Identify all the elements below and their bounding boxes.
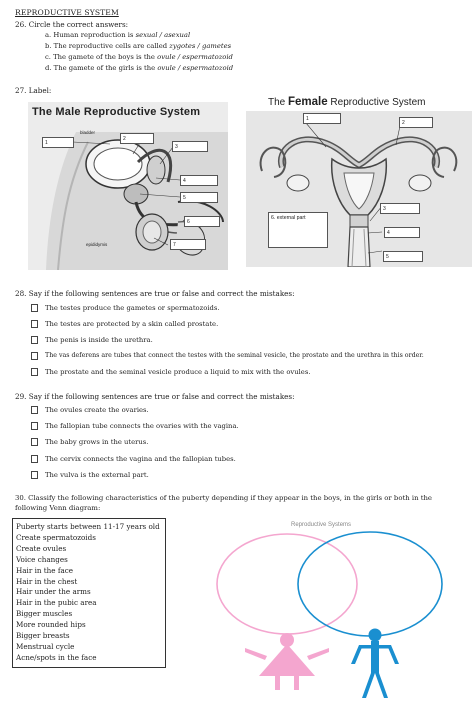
male-diagram-title: The Male Reproductive System [32,106,201,118]
q28-prompt: 28. Say if the following sentences are true or false and correct the mistakes: [15,289,295,298]
q26-item-d: d. The gamete of the girls is the ovule / espermatozoid [45,64,234,72]
q28-sentence-1: The testes produce the gametes or spermatozoids. [45,304,220,312]
q29-sentence-4: The cervix connects the vagina and the fallopian tubes. [45,455,236,463]
q29-checkbox-4[interactable] [31,455,38,463]
q28-checkbox-4[interactable] [31,352,38,360]
girl-figure-icon [245,633,329,690]
q28-checkbox-3[interactable] [31,336,38,344]
q29-checkbox-1[interactable] [31,406,38,414]
q26-item-b-options[interactable]: zygotes / gametes [169,42,232,50]
q26-item-c: c. The gamete of the boys is the ovule / espermatozoid [45,53,233,61]
q26-item-c-options[interactable]: ovule / espermatozoid [157,53,233,61]
female-label-box-2[interactable]: 2 [399,117,433,128]
q28-sentence-5: The prostate and the seminal vesicle produce a liquid to mix with the ovules. [45,368,311,376]
characteristic-item[interactable]: Hair under the arms [16,587,91,597]
female-label-box-5[interactable]: 5 [383,251,423,262]
q29-prompt: 29. Say if the following sentences are true or false and correct the mistakes: [15,392,295,401]
q28-sentence-2: The testes are protected by a skin called prostate. [45,320,219,328]
female-label-box-4[interactable]: 4 [384,227,420,238]
characteristic-item[interactable]: Create ovules [16,543,67,553]
boy-figure-icon [351,629,399,699]
girls-circle [217,534,357,634]
characteristic-item[interactable]: Acne/spots in the face [16,652,97,662]
q26-item-b: b. The reproductive cells are called zygotes / gametes [45,42,232,50]
q28-sentence-3: The penis is inside the urethra. [45,336,153,344]
q28-row-4 [31,352,424,360]
characteristic-item[interactable]: Hair in the pubic area [16,598,97,608]
q28-checkbox-1[interactable] [31,304,38,312]
q29-row-1 [31,406,149,414]
male-label-box-2[interactable]: 2 [120,133,154,144]
characteristic-item[interactable]: Bigger breasts [16,631,70,641]
q29-sentence-3: The baby grows in the uterus. [45,438,149,446]
female-label-box-1[interactable]: 1 [303,113,341,124]
female-label-box-3[interactable]: 3 [380,203,420,214]
q26-item-a-options[interactable]: sexual / asexual [135,31,191,39]
venn-diagram [205,516,467,700]
q29-sentence-5: The vulva is the external part. [45,471,149,479]
q28-row-2 [31,320,218,328]
characteristic-item[interactable]: Bigger muscles [16,609,73,619]
male-label-box-6[interactable]: 6 [184,216,220,227]
page-title: REPRODUCTIVE SYSTEM [15,8,119,17]
epididymis-tag: epididymis [86,242,108,247]
male-label-box-3[interactable]: 3 [172,141,208,152]
characteristic-item[interactable]: Voice changes [16,554,68,564]
q29-sentence-1: The ovules create the ovaries. [45,406,149,414]
female-diagram-panel [246,111,472,267]
q29-checkbox-5[interactable] [31,471,38,479]
venn-title: Reproductive Systems [291,522,352,528]
characteristic-item[interactable]: Hair in the chest [16,576,78,586]
female-reproductive-diagram [242,95,472,267]
q29-row-3 [31,438,148,446]
q26-item-d-options[interactable]: ovule / espermatozoid [157,64,234,72]
q28-checkbox-2[interactable] [31,320,38,328]
q27-prompt: 27. Label: [15,86,52,95]
male-label-box-1[interactable]: 1 [42,137,74,148]
q28-checkbox-5[interactable] [31,368,38,376]
q29-sentence-2: The fallopian tube connects the ovaries with the vagina. [45,422,239,430]
characteristic-item[interactable]: More rounded hips [16,620,86,630]
q30-prompt-line-1: 30. Classify the following characteristics of the puberty depending if they appear in the boys, in the girls or both in the [15,494,432,502]
q28-sentence-4: The vas deferens are tubes that connect the testes with the seminal vesicle, the prostate and the urethra in this order. [45,352,424,360]
q28-row-1 [31,304,220,312]
characteristic-item[interactable]: Puberty starts between 11-17 years old [16,522,160,531]
q26-prompt: 26. Circle the correct answers: [15,20,129,29]
q29-row-4 [31,455,236,463]
male-label-box-7[interactable]: 7 [170,239,206,250]
q29-checkbox-3[interactable] [31,438,38,446]
characteristic-item[interactable]: Create spermatozoids [16,532,96,542]
q30-prompt-line-2: following Venn diagram: [15,504,101,512]
male-reproductive-diagram [28,102,228,270]
characteristic-item[interactable]: Hair in the face [16,565,74,575]
q29-checkbox-2[interactable] [31,422,38,430]
female-diagram-title: The Female Reproductive System [268,96,426,108]
male-label-box-4[interactable]: 4 [180,175,218,186]
male-label-box-5[interactable]: 5 [180,192,218,203]
q29-row-2 [31,422,239,430]
q29-row-5 [31,471,149,479]
venn-graphic[interactable] [205,516,467,700]
bladder-tag: bladder [80,130,96,135]
boys-circle [298,532,442,636]
female-label-box-6-external-part[interactable]: 6. external part [268,212,328,248]
q28-row-3 [31,336,153,344]
q26-item-a: a. Human reproduction is sexual / asexual [45,31,191,39]
characteristics-list [12,518,166,668]
q28-row-5 [31,368,310,376]
characteristic-item[interactable]: Menstrual cycle [16,641,75,651]
